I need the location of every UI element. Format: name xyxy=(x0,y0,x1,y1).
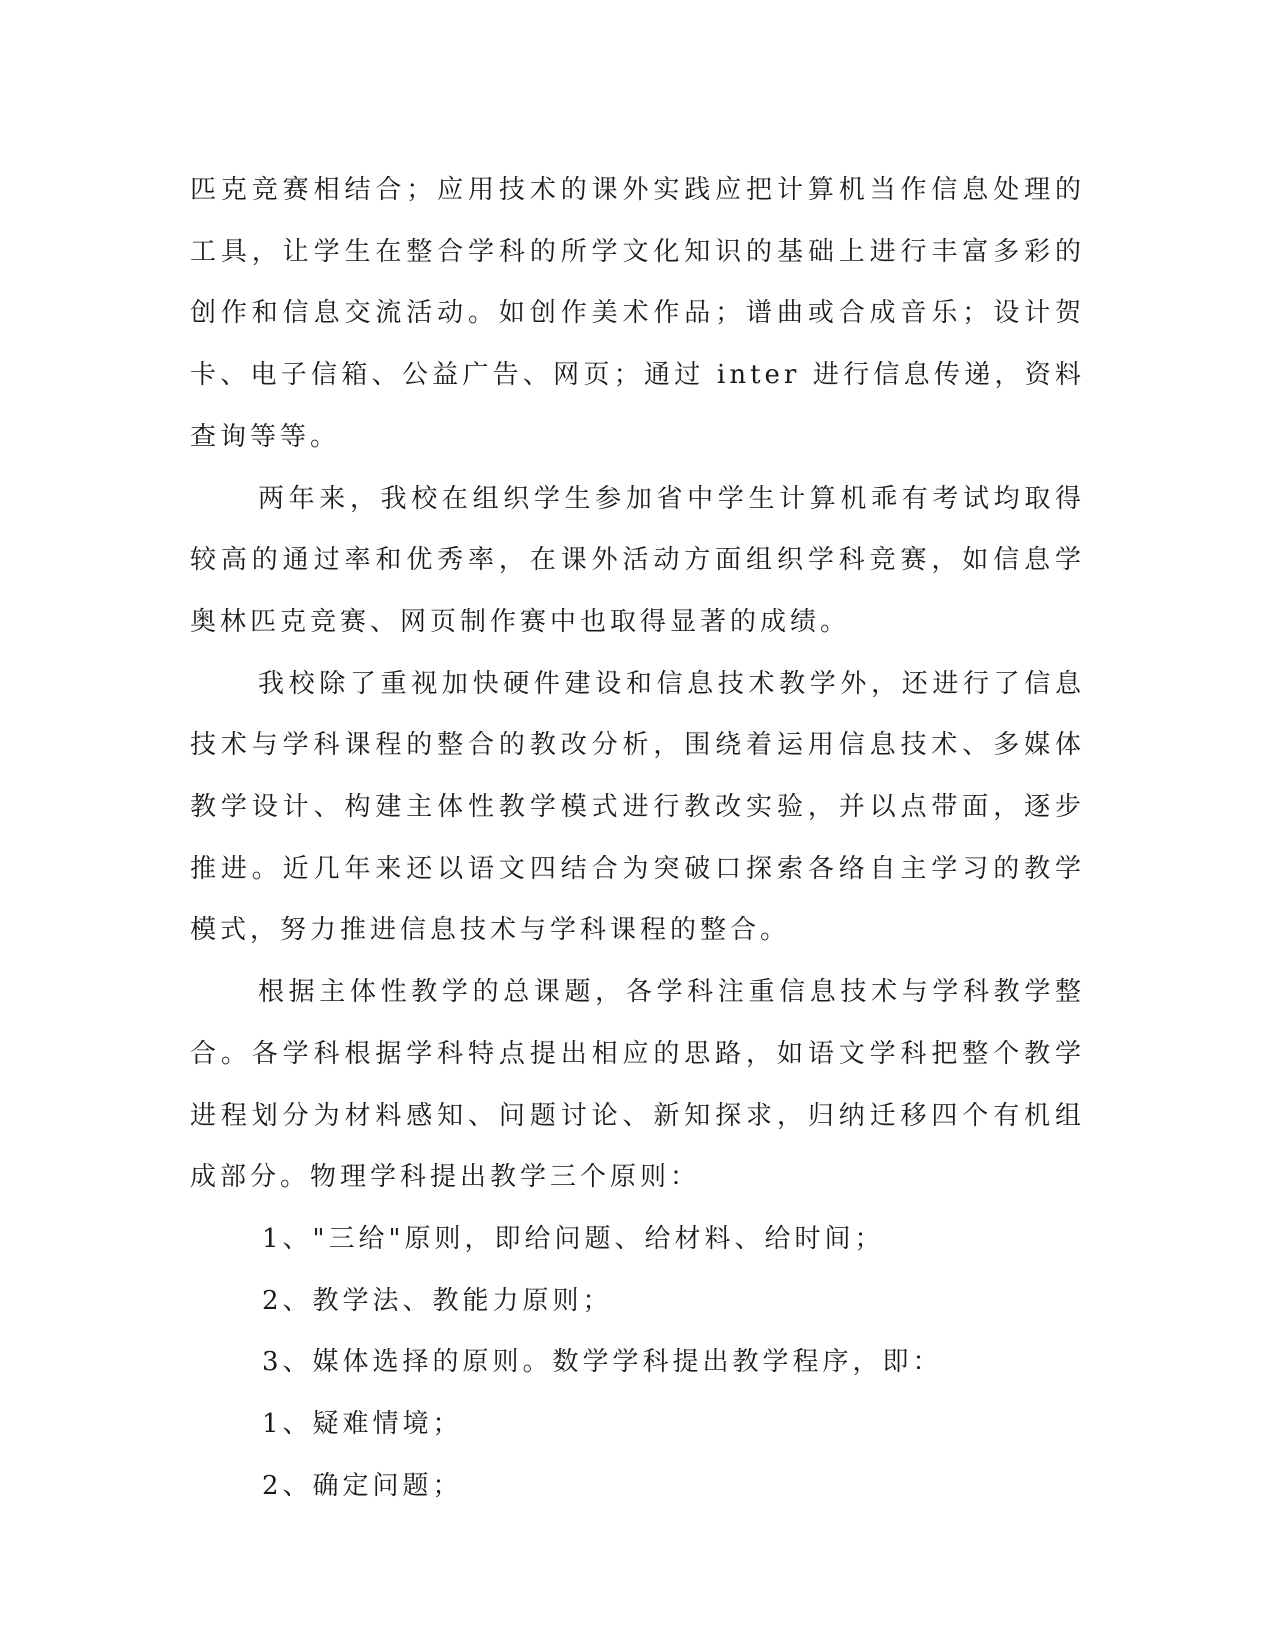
paragraph-teaching-reform: 我校除了重视加快硬件建设和信息技术教学外，还进行了信息技术与学科课程的整合的教改分析，围绕着运用信息技术、多媒体教学设计、构建主体性教学模式进行教改实验，并以点带面，逐步推进。近几年来还以语文四结合为突破口探索各络自主学习的教学模式，努力推进信息技术与学科课程的整合。 xyxy=(190,668,1085,946)
paragraph-subject-integration: 根据主体性教学的总课题，各学科注重信息技术与学科教学整合。各学科根据学科特点提出相应的思路，如语文学科把整个教学进程划分为材料感知、问题讨论、新知探求，归纳迁移四个有机组成部分。物理学科提出教学三个原则： xyxy=(190,977,1085,1193)
paragraph-continuation: 匹克竞赛相结合；应用技术的课外实践应把计算机当作信息处理的工具，让学生在整合学科的所学文化知识的基础上进行丰富多彩的创作和信息交流活动。如创作美术作品；谱曲或合成音乐；设计贺卡、电子信箱、公益广告、网页；通过 inter 进行信息传递，资料查询等等。 xyxy=(190,175,1085,452)
paragraph-exam-results: 两年来，我校在组织学生参加省中学生计算机乖有考试均取得较高的通过率和优秀率，在课外活动方面组织学科竞赛，如信息学奥林匹克竞赛、网页制作赛中也取得显著的成绩。 xyxy=(190,483,1085,637)
list-item-math-2: 2、确定问题； xyxy=(262,1470,463,1501)
list-item-physics-2: 2、教学法、教能力原则； xyxy=(262,1285,613,1316)
document-body xyxy=(190,160,1085,1517)
list-item-physics-1: 1、"三给"原则，即给问题、给材料、给时间； xyxy=(262,1223,885,1254)
list-item-math-1: 1、疑难情境； xyxy=(262,1409,463,1440)
list-item-physics-3: 3、媒体选择的原则。数学学科提出教学程序，即： xyxy=(262,1347,943,1378)
